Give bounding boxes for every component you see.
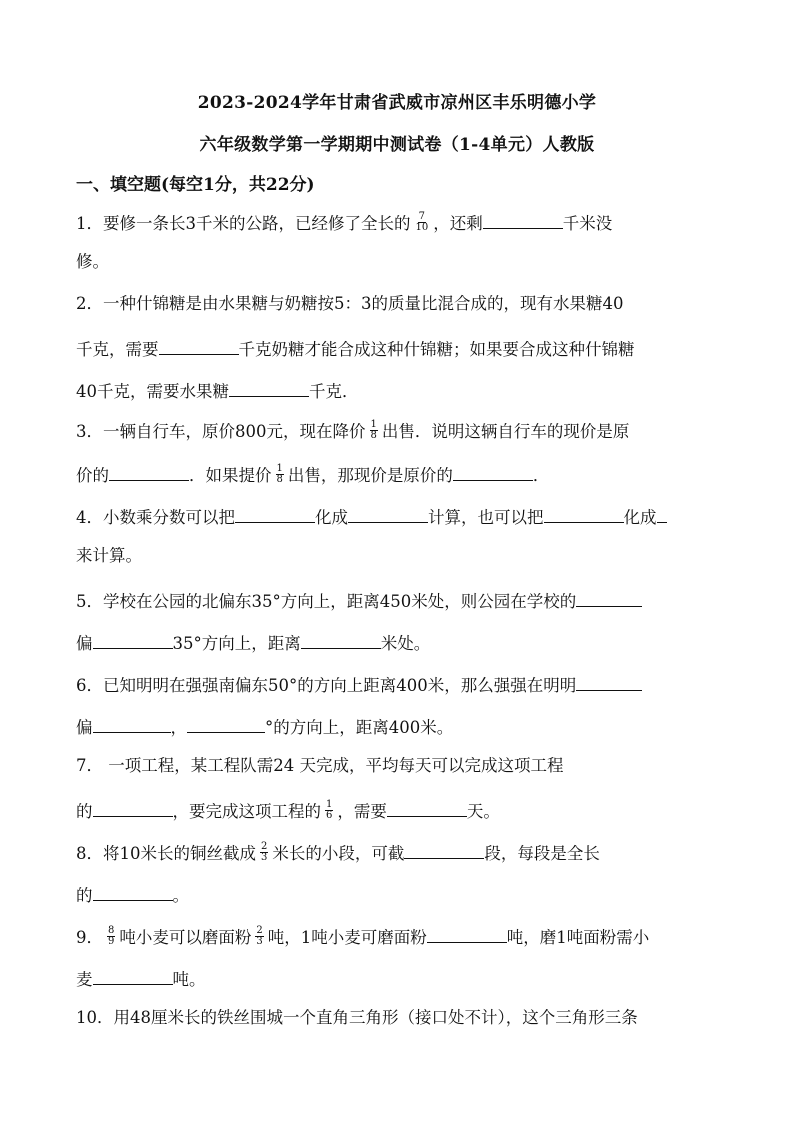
question-2-line2: 千克，需要 千克奶糖才能合成这种什锦糖；如果要合成这种什锦糖 bbox=[76, 340, 635, 359]
fraction-8-9: $\frac{8}{9}$ bbox=[108, 925, 115, 947]
answer-blank[interactable] bbox=[404, 842, 484, 859]
question-1-line1: 1．要修一条长3千米的公路，已经修了全长的 $\frac{7}{10}$ ，还剩 千米没 bbox=[76, 211, 613, 233]
answer-blank[interactable] bbox=[427, 926, 507, 943]
answer-blank[interactable] bbox=[483, 212, 563, 229]
answer-blank[interactable] bbox=[93, 632, 173, 649]
fraction-2-3: $\frac{2}{3}$ bbox=[261, 841, 268, 863]
fraction-1-8: $\frac{1}{8}$ bbox=[276, 463, 283, 485]
question-10-line1: 10．用48厘米长的铁丝围城一个直角三角形（接口处不计），这个三角形三条 bbox=[76, 1008, 638, 1027]
exam-title-line2: 六年级数学第一学期期中测试卷（1-4单元）人教版 bbox=[199, 135, 595, 155]
answer-blank[interactable] bbox=[348, 506, 428, 523]
question-2-line1: 2．一种什锦糖是由水果糖与奶糖按5：3的质量比混合成的，现有水果糖40 bbox=[76, 294, 624, 313]
answer-blank[interactable] bbox=[109, 464, 189, 481]
question-8-line2: 的 。 bbox=[76, 886, 189, 905]
question-5-line2: 偏 35°方向上，距离 米处。 bbox=[76, 634, 431, 653]
question-2-line3: 40千克，需要水果糖 千克． bbox=[76, 382, 359, 401]
answer-blank[interactable] bbox=[93, 968, 173, 985]
answer-blank[interactable] bbox=[93, 884, 173, 901]
answer-blank[interactable] bbox=[453, 464, 533, 481]
answer-blank[interactable] bbox=[387, 800, 467, 817]
question-9-line1: 9． $\frac{8}{9}$ 吨小麦可以磨面粉 $\frac{2}{3}$ 吨，1吨小麦可磨面粉 吨，磨1吨面粉需小 bbox=[76, 925, 650, 947]
exam-title-line1: 2023-2024学年甘肃省武威市凉州区丰乐明德小学 bbox=[197, 93, 597, 113]
answer-blank[interactable] bbox=[187, 716, 265, 733]
question-3-line2: 价的 ．如果提价 $\frac{1}{8}$ 出售，那现价是原价的 ． bbox=[76, 463, 550, 485]
question-5-line1: 5．学校在公园的北偏东35°方向上，距离450米处，则公园在学校的 bbox=[76, 590, 642, 611]
fraction-1-8: $\frac{1}{8}$ bbox=[370, 419, 377, 441]
answer-blank[interactable] bbox=[576, 674, 642, 691]
question-4-line1: 4．小数乘分数可以把 化成 计算，也可以把 化成 bbox=[76, 506, 667, 527]
answer-blank[interactable] bbox=[301, 632, 381, 649]
answer-blank[interactable] bbox=[576, 590, 642, 607]
question-4-line2: 来计算。 bbox=[76, 546, 142, 565]
question-6-line2: 偏 ， °的方向上，距离400米。 bbox=[76, 718, 454, 737]
question-7-line2: 的 ，要完成这项工程的 $\frac{1}{6}$ ，需要 天。 bbox=[76, 799, 500, 821]
question-8-line1: 8．将10米长的铜丝截成 $\frac{2}{3}$ 米长的小段，可截 段，每段是全长 bbox=[76, 841, 600, 863]
answer-blank[interactable] bbox=[159, 338, 239, 355]
answer-blank-continuation bbox=[657, 506, 667, 523]
question-1-line2: 修。 bbox=[76, 252, 109, 271]
fraction-2-3: $\frac{2}{3}$ bbox=[256, 925, 263, 947]
answer-blank[interactable] bbox=[93, 716, 171, 733]
answer-blank[interactable] bbox=[544, 506, 624, 523]
answer-blank[interactable] bbox=[229, 380, 309, 397]
question-3-line1: 3．一辆自行车，原价800元，现在降价 $\frac{1}{8}$ 出售．说明这辆自行车的现价是原 bbox=[76, 419, 630, 441]
fraction-1-6: $\frac{1}{6}$ bbox=[326, 799, 333, 821]
question-7-line1: 7． 一项工程，某工程队需24 天完成，平均每天可以完成这项工程 bbox=[76, 756, 564, 775]
fraction-7-10: $\frac{7}{10}$ bbox=[415, 211, 429, 233]
section-heading: 一、填空题(每空1分，共22分) bbox=[76, 175, 315, 195]
answer-blank[interactable] bbox=[93, 800, 173, 817]
question-9-line2: 麦 吨。 bbox=[76, 970, 206, 989]
question-6-line1: 6．已知明明在强强南偏东50°的方向上距离400米，那么强强在明明 bbox=[76, 674, 642, 695]
answer-blank[interactable] bbox=[235, 506, 315, 523]
